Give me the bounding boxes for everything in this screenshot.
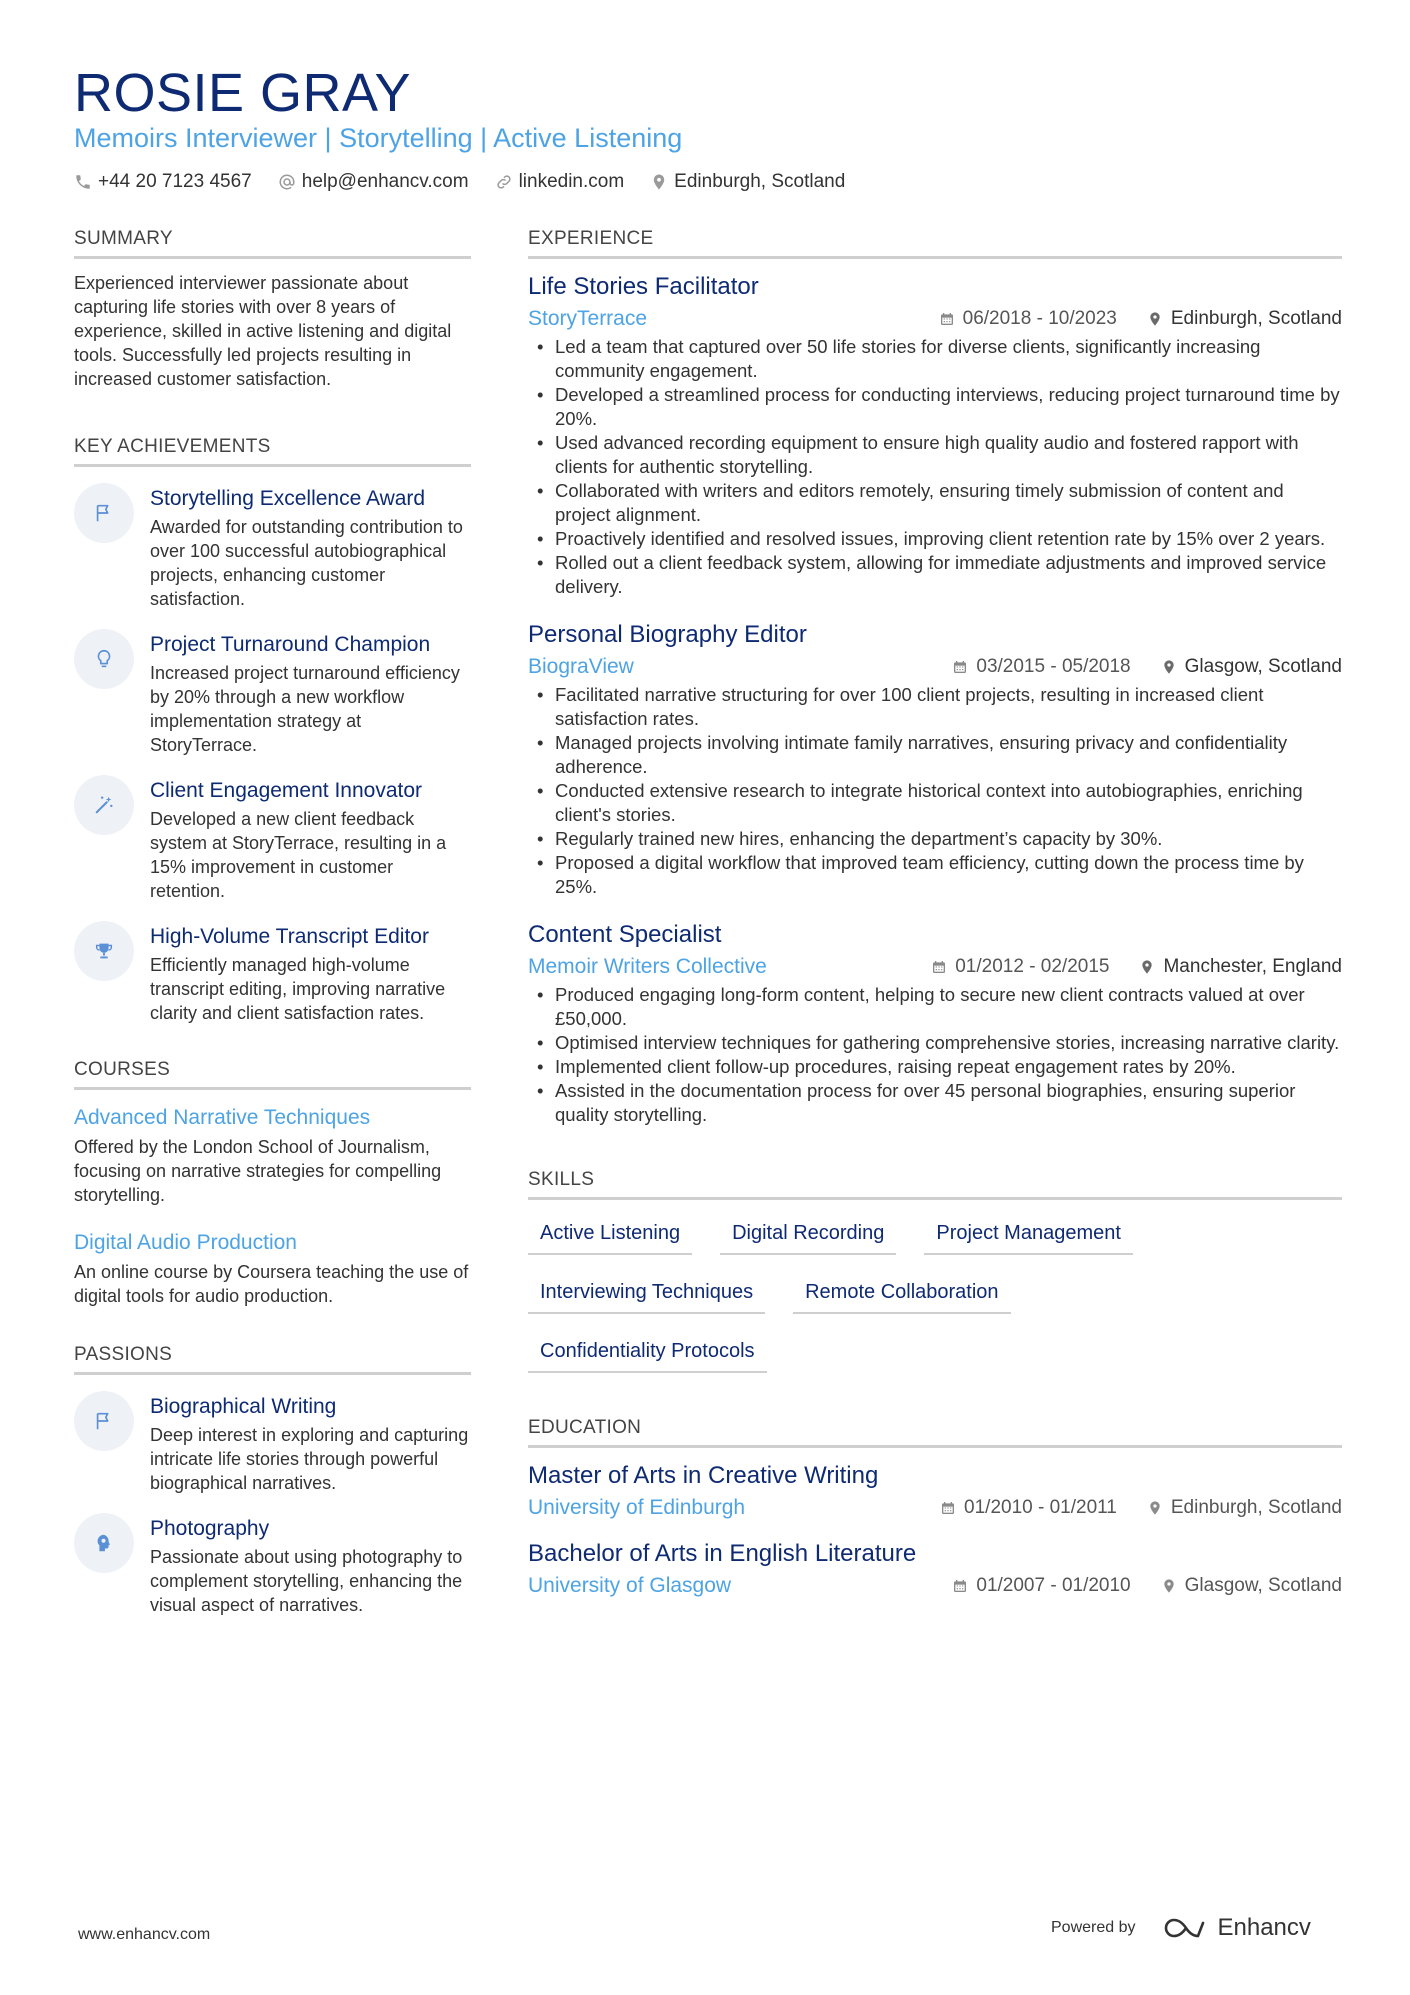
job-dates xyxy=(939,308,1117,330)
achievement-desc: Increased project turnaround efficiency by 20% through a new workflow implementation strategy at StoryTerrace. xyxy=(150,663,460,755)
achievements-section xyxy=(74,436,471,1025)
job-dates-text: 03/2015 - 05/2018 xyxy=(976,656,1131,677)
job-bullet: • Facilitated narrative structuring for over 100 client projects, resulting in increased client satisfaction rates. xyxy=(555,683,1342,731)
left-column xyxy=(74,228,471,1635)
education-dates xyxy=(940,1497,1117,1519)
achievement-title: High-Volume Transcript Editor xyxy=(150,925,429,948)
achievement-title: Storytelling Excellence Award xyxy=(150,487,426,510)
education-meta xyxy=(528,1574,1342,1598)
job-dates-text: 01/2012 - 02/2015 xyxy=(955,956,1110,977)
trophy-icon xyxy=(74,921,134,981)
company-name[interactable]: StoryTerrace xyxy=(528,307,648,330)
job-title: Life Stories Facilitator xyxy=(528,273,759,300)
education-entry xyxy=(528,1540,1342,1598)
school-name[interactable]: University of Glasgow xyxy=(528,1574,732,1597)
company-name[interactable]: BiograView xyxy=(528,655,634,678)
achievement-item xyxy=(74,483,471,611)
powered-by-text: Powered by xyxy=(1051,1919,1136,1936)
job-meta-right xyxy=(939,308,1342,330)
job-entry xyxy=(528,621,1342,899)
achievement-desc: Developed a new client feedback system at StoryTerrace, resulting in a 15% improvement in customer retention. xyxy=(150,809,447,901)
achievement-item xyxy=(74,775,471,903)
job-bullet: • Rolled out a client feedback system, allowing for immediate adjustments and improved service delivery. xyxy=(555,551,1342,599)
job-bullets xyxy=(528,683,1342,899)
job-bullets xyxy=(528,983,1342,1127)
job-location xyxy=(1147,308,1342,330)
course-desc: Offered by the London School of Journalism, focusing on narrative strategies for compelling storytelling. xyxy=(74,1137,442,1205)
calendar-icon xyxy=(940,1500,956,1516)
skills-section xyxy=(528,1169,1342,1373)
skill-tag: Remote Collaboration xyxy=(793,1277,1010,1314)
job-bullet: • Assisted in the documentation process for over 45 personal biographies, ensuring superior quality storytelling. xyxy=(555,1079,1342,1127)
job-meta-right xyxy=(931,956,1342,978)
job-location-text: Edinburgh, Scotland xyxy=(1170,308,1342,329)
calendar-icon xyxy=(952,1578,968,1594)
location-pin-icon xyxy=(1147,1500,1163,1516)
job-bullets xyxy=(528,335,1342,599)
linkedin-text: linkedin.com xyxy=(518,171,625,192)
infinity-logo-icon xyxy=(1162,1915,1210,1941)
education-location xyxy=(1147,1497,1342,1519)
location-text: Edinburgh, Scotland xyxy=(674,171,846,192)
location-pin-icon xyxy=(650,173,668,191)
courses-heading: COURSES xyxy=(74,1059,471,1090)
headline: Memoirs Interviewer | Storytelling | Active Listening xyxy=(74,123,683,153)
achievement-item xyxy=(74,921,471,1025)
education-entry xyxy=(528,1462,1342,1520)
job-dates xyxy=(952,656,1130,678)
skills-heading: SKILLS xyxy=(528,1169,1342,1200)
job-location xyxy=(1161,656,1342,678)
job-title: Personal Biography Editor xyxy=(528,621,807,648)
calendar-icon xyxy=(931,959,947,975)
job-meta xyxy=(528,307,1342,331)
job-location xyxy=(1139,956,1342,978)
passion-title: Photography xyxy=(150,1517,270,1540)
job-entry xyxy=(528,921,1342,1127)
location-pin-icon xyxy=(1161,1578,1177,1594)
job-bullet: • Regularly trained new hires, enhancing the department’s capacity by 30%. xyxy=(555,827,1342,851)
job-bullet: • Implemented client follow-up procedures, raising repeat engagement rates by 20%. xyxy=(555,1055,1342,1079)
job-meta xyxy=(528,955,1342,979)
location-pin-icon xyxy=(1147,311,1163,327)
education-dates xyxy=(952,1575,1130,1597)
job-bullet: • Collaborated with writers and editors remotely, ensuring timely submission of content and project alignment. xyxy=(555,479,1342,527)
calendar-icon xyxy=(939,311,955,327)
footer-branding xyxy=(1051,1914,1311,1942)
achievement-desc: Awarded for outstanding contribution to over 100 successful autobiographical projects, enhancing customer satisfaction. xyxy=(150,517,463,609)
degree-title: Master of Arts in Creative Writing xyxy=(528,1462,879,1489)
lightbulb-icon xyxy=(74,629,134,689)
education-heading: EDUCATION xyxy=(528,1417,1342,1448)
candidate-name: ROSIE GRAY xyxy=(74,63,412,123)
job-bullet: • Proactively identified and resolved issues, improving client retention rate by 15% over 2 years. xyxy=(555,527,1342,551)
skill-tag: Digital Recording xyxy=(720,1218,896,1255)
job-title: Content Specialist xyxy=(528,921,722,948)
passion-item xyxy=(74,1513,471,1617)
job-entry xyxy=(528,273,1342,599)
link-icon xyxy=(495,173,513,191)
location-pin-icon xyxy=(1139,959,1155,975)
education-location-text: Edinburgh, Scotland xyxy=(1170,1497,1342,1518)
summary-section xyxy=(74,228,471,391)
skill-tag: Interviewing Techniques xyxy=(528,1277,765,1314)
job-dates-text: 06/2018 - 10/2023 xyxy=(962,308,1117,329)
education-dates-text: 01/2010 - 01/2011 xyxy=(964,1497,1117,1518)
course-desc: An online course by Coursera teaching the use of digital tools for audio production. xyxy=(74,1262,469,1306)
passions-heading: PASSIONS xyxy=(74,1344,471,1375)
course-item xyxy=(74,1106,471,1207)
education-location-text: Glasgow, Scotland xyxy=(1184,1575,1342,1596)
achievement-desc: Efficiently managed high-volume transcript editing, improving narrative clarity and client satisfaction rates. xyxy=(150,955,446,1023)
school-name[interactable]: University of Edinburgh xyxy=(528,1496,746,1519)
email-text: help@enhancv.com xyxy=(301,171,469,192)
skill-tag: Active Listening xyxy=(528,1218,692,1255)
achievement-title: Project Turnaround Champion xyxy=(150,633,431,656)
job-bullet: • Optimised interview techniques for gathering comprehensive stories, increasing narrative clarity. xyxy=(555,1031,1342,1055)
at-icon xyxy=(278,173,296,191)
job-bullet: • Developed a streamlined process for conducting interviews, reducing project turnaround time by 20%. xyxy=(555,383,1342,431)
courses-section xyxy=(74,1059,471,1308)
job-location-text: Manchester, England xyxy=(1163,956,1342,977)
contact-bar xyxy=(74,171,845,193)
experience-heading: EXPERIENCE xyxy=(528,228,1342,259)
education-meta xyxy=(528,1496,1342,1520)
job-bullet: • Proposed a digital workflow that improved team efficiency, cutting down the process time by 25%. xyxy=(555,851,1342,899)
footer-website[interactable]: www.enhancv.com xyxy=(78,1926,211,1943)
contact-phone[interactable] xyxy=(74,171,252,193)
job-meta-right xyxy=(952,656,1342,678)
skill-tag: Project Management xyxy=(924,1218,1133,1255)
calendar-icon xyxy=(952,659,968,675)
job-dates xyxy=(931,956,1109,978)
flag-icon xyxy=(74,1391,134,1451)
course-item xyxy=(74,1231,471,1308)
education-section xyxy=(528,1417,1342,1598)
phone-icon xyxy=(74,173,92,191)
company-name[interactable]: Memoir Writers Collective xyxy=(528,955,767,978)
summary-heading: SUMMARY xyxy=(74,228,471,259)
passion-item xyxy=(74,1391,471,1495)
passion-desc: Passionate about using photography to complement storytelling, enhancing the visual aspect of narratives. xyxy=(150,1547,463,1615)
passions-section xyxy=(74,1344,471,1617)
head-icon xyxy=(74,1513,134,1573)
job-bullet: • Produced engaging long-form content, helping to secure new client contracts valued at over £50,000. xyxy=(555,983,1342,1031)
contact-location xyxy=(650,171,845,193)
passion-title: Biographical Writing xyxy=(150,1395,337,1418)
job-bullet: • Managed projects involving intimate family narratives, ensuring privacy and confidentiality adherence. xyxy=(555,731,1342,779)
skill-tag: Confidentiality Protocols xyxy=(528,1336,767,1373)
course-title[interactable]: Digital Audio Production xyxy=(74,1231,297,1254)
education-meta-right xyxy=(952,1575,1342,1597)
course-title[interactable]: Advanced Narrative Techniques xyxy=(74,1106,371,1129)
skills-list xyxy=(528,1218,1208,1373)
job-bullet: • Conducted extensive research to integrate historical context into autobiographies, enriching client's stories. xyxy=(555,779,1342,827)
flag-icon xyxy=(74,483,134,543)
education-location xyxy=(1161,1575,1342,1597)
phone-text: +44 20 7123 4567 xyxy=(98,171,252,192)
education-dates-text: 01/2007 - 01/2010 xyxy=(976,1575,1131,1596)
location-pin-icon xyxy=(1161,659,1177,675)
summary-text: Experienced interviewer passionate about capturing life stories with over 8 years of experience, skilled in active listening and digital tools. Successfully led projects resulting in increased customer satisfaction. xyxy=(74,273,452,389)
job-location-text: Glasgow, Scotland xyxy=(1184,656,1342,677)
education-meta-right xyxy=(940,1497,1342,1519)
contact-email[interactable] xyxy=(278,171,469,193)
enhancv-logo[interactable] xyxy=(1162,1914,1311,1942)
wand-icon xyxy=(74,775,134,835)
passion-desc: Deep interest in exploring and capturing intricate life stories through powerful biographical narratives. xyxy=(150,1425,469,1493)
achievement-item xyxy=(74,629,471,757)
job-meta xyxy=(528,655,1342,679)
right-column xyxy=(528,228,1342,1618)
achievement-title: Client Engagement Innovator xyxy=(150,779,423,802)
job-bullet: • Used advanced recording equipment to ensure high quality audio and fostered rapport with clients for authentic storytelling. xyxy=(555,431,1342,479)
achievements-heading: KEY ACHIEVEMENTS xyxy=(74,436,471,467)
brand-name: Enhancv xyxy=(1217,1914,1311,1941)
experience-section xyxy=(528,228,1342,1127)
degree-title: Bachelor of Arts in English Literature xyxy=(528,1540,917,1567)
job-bullet: • Led a team that captured over 50 life stories for diverse clients, significantly increasing community engagement. xyxy=(555,335,1342,383)
contact-linkedin[interactable] xyxy=(495,171,625,193)
